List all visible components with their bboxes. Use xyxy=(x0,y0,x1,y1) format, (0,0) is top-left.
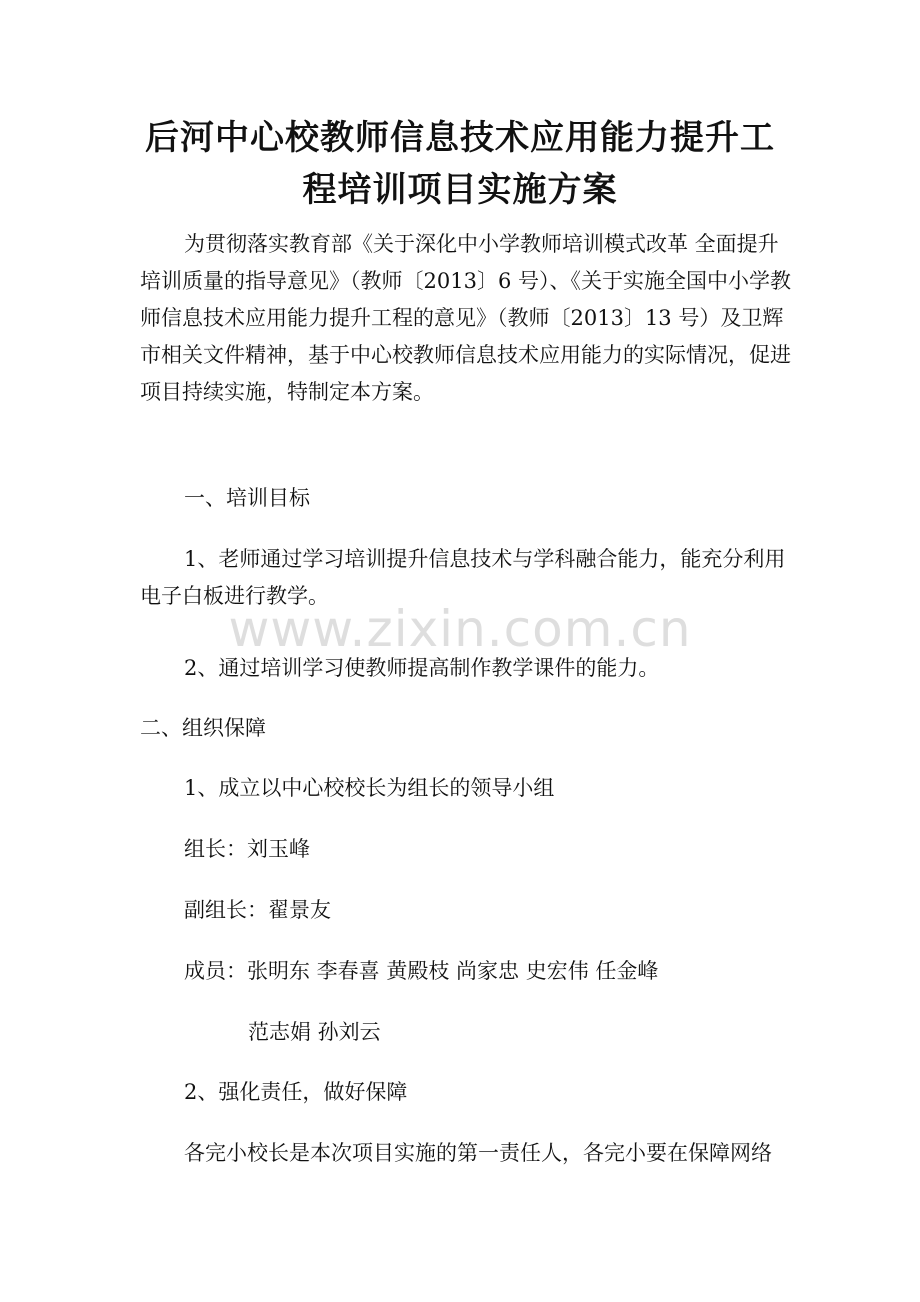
title-line-2: 程培训项目实施方案 xyxy=(302,170,618,210)
members-line-1: 成员：张明东 李春喜 黄殿枝 尚家忠 史宏伟 任金峰 xyxy=(184,959,659,983)
group-leader: 组长：刘玉峰 xyxy=(184,837,310,861)
title-line-1: 后河中心校教师信息技术应用能力提升工 xyxy=(145,118,775,158)
document-title xyxy=(60,112,860,216)
goal-item-2: 2、通过培训学习使教师提高制作教学课件的能力。 xyxy=(184,656,660,680)
org-item-2: 2、强化责任，做好保障 xyxy=(184,1080,408,1104)
section-heading-organization: 二、组织保障 xyxy=(140,716,266,740)
section-heading-goals: 一、培训目标 xyxy=(184,486,310,510)
goal-item-1: 1、老师通过学习培训提升信息技术与学科融合能力，能充分利用电子白板进行教学。 xyxy=(140,547,786,608)
org-item-1: 1、成立以中心校校长为组长的领导小组 xyxy=(184,776,555,800)
members-line-2: 范志娟 孙刘云 xyxy=(248,1020,381,1044)
intro-paragraph: 为贯彻落实教育部《关于深化中小学教师培训模式改革 全面提升培训质量的指导意见》（教师〔2013〕6 号）、《关于实施全国中小学教师信息技术应用能力提升工程的意见》（教师〔2013〕13 号）及卫辉市相关文件精神，基于中心校教师信息技术应用能力的实际情况，促进项目持续实施，特制定本方案。 xyxy=(140,232,791,404)
deputy-leader: 副组长：翟景友 xyxy=(184,898,331,922)
watermark: www.zixin.com.cn xyxy=(228,600,692,658)
responsibility-paragraph: 各完小校长是本次项目实施的第一责任人，各完小要在保障网络 xyxy=(184,1141,772,1165)
